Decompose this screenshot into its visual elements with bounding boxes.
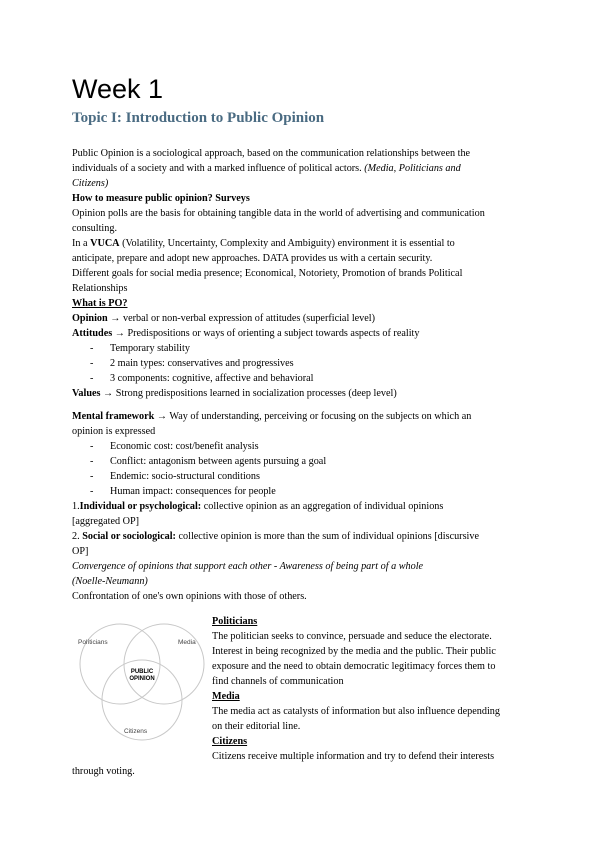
venn-center-label: PUBLIC OPINION xyxy=(129,669,155,682)
intro-line: Public Opinion is a sociological approach, based on the communication relationships between the xyxy=(72,148,471,159)
vuca-line: In a VUCA (Volatility, Uncertainty, Complexity and Ambiguity) environment it is essential to xyxy=(72,238,455,249)
approach-social-tag: OP] xyxy=(72,546,89,557)
confrontation-line: Confrontation of one's own opinions with those of others. xyxy=(72,591,307,602)
convergence-line: Convergence of opinions that support each other - Awareness of being part of a whole xyxy=(72,561,424,572)
actors-section xyxy=(212,614,532,764)
values-definition: Values → Strong predispositions learned in socialization processes (deep level) xyxy=(72,388,397,399)
media-heading: Media xyxy=(212,691,240,702)
venn-label-citizens: Citizens xyxy=(124,728,148,735)
list-item: - 2 main types: conservatives and progressives xyxy=(72,356,528,371)
citizens-line: Citizens receive multiple information and try to defend their interests xyxy=(212,751,495,762)
convergence-source: (Noelle-Neumann) xyxy=(72,576,148,587)
politicians-line: Interest in being recognized by the media and the public. Their public xyxy=(212,646,496,657)
measure-line: Opinion polls are the basis for obtaining tangible data in the world of advertising and communication xyxy=(72,208,485,219)
list-item: - Economic cost: cost/benefit analysis xyxy=(72,439,528,454)
venn-circle-media xyxy=(124,624,204,704)
list-item: - Human impact: consequences for people xyxy=(72,484,528,499)
approach-individual-tag: [aggregated OP] xyxy=(72,516,140,527)
approach-social: 2. Social or sociological: collective opinion is more than the sum of individual opinions [discursive xyxy=(72,531,479,542)
venn-label-politicians: Políticians xyxy=(78,639,108,646)
politicians-line: find channels of communication xyxy=(212,676,344,687)
intro-paragraph xyxy=(72,146,528,401)
citizens-line: through voting. xyxy=(72,766,135,777)
topic-heading: Topic I: Introduction to Public Opinion xyxy=(72,110,325,126)
list-item: - Endemic: socio-structural conditions xyxy=(72,469,528,484)
what-po-heading: What is PO? xyxy=(72,298,128,309)
media-line: The media act as catalysts of information but also influence depending xyxy=(212,706,500,717)
approach-individual: 1.Individual or psychological: collective opinion as an aggregation of individual opinions xyxy=(72,501,444,512)
venn-label-media: Media xyxy=(178,639,196,646)
citizens-continuation xyxy=(72,764,528,779)
list-item: - Temporary stability xyxy=(72,341,528,356)
mental-framework-list xyxy=(72,439,528,499)
venn-diagram xyxy=(72,618,212,748)
politicians-line: exposure and the need to obtain democratic legitimacy forces them to xyxy=(212,661,496,672)
politicians-heading: Politicians xyxy=(212,616,258,627)
politicians-line: The politician seeks to convince, persuade and seduce the electorate. xyxy=(212,631,492,642)
list-item: - Conflict: antagonism between agents pursuing a goal xyxy=(72,454,528,469)
attitudes-definition: Attitudes → Predispositions or ways of orienting a subject towards aspects of reality xyxy=(72,328,420,339)
measure-heading: How to measure public opinion? Surveys xyxy=(72,193,250,204)
attitudes-list xyxy=(72,341,528,386)
page-title: Week 1 xyxy=(72,74,164,104)
intro-line: individuals of a society and with a marked influence of political actors. (Media, Politicians and xyxy=(72,163,461,174)
mental-framework-line: opinion is expressed xyxy=(72,426,156,437)
opinion-definition: Opinion → verbal or non-verbal expression of attitudes (superficial level) xyxy=(72,313,376,324)
citizens-heading: Citizens xyxy=(212,736,248,747)
intro-line: Citizens) xyxy=(72,178,109,189)
media-line: on their editorial line. xyxy=(212,721,301,732)
goals-line: Different goals for social media presence; Economical, Notoriety, Promotion of brands Political xyxy=(72,268,463,279)
mental-framework-section xyxy=(72,409,528,604)
goals-line: Relationships xyxy=(72,283,128,294)
vuca-line: anticipate, prepare and adopt new approaches. DATA provides us with a certain security. xyxy=(72,253,433,264)
venn-circle-politicians xyxy=(80,624,160,704)
measure-line: consulting. xyxy=(72,223,117,234)
list-item: - 3 components: cognitive, affective and behavioral xyxy=(72,371,528,386)
mental-framework-line: Mental framework → Way of understanding, perceiving or focusing on the subjects on which an xyxy=(72,411,472,422)
